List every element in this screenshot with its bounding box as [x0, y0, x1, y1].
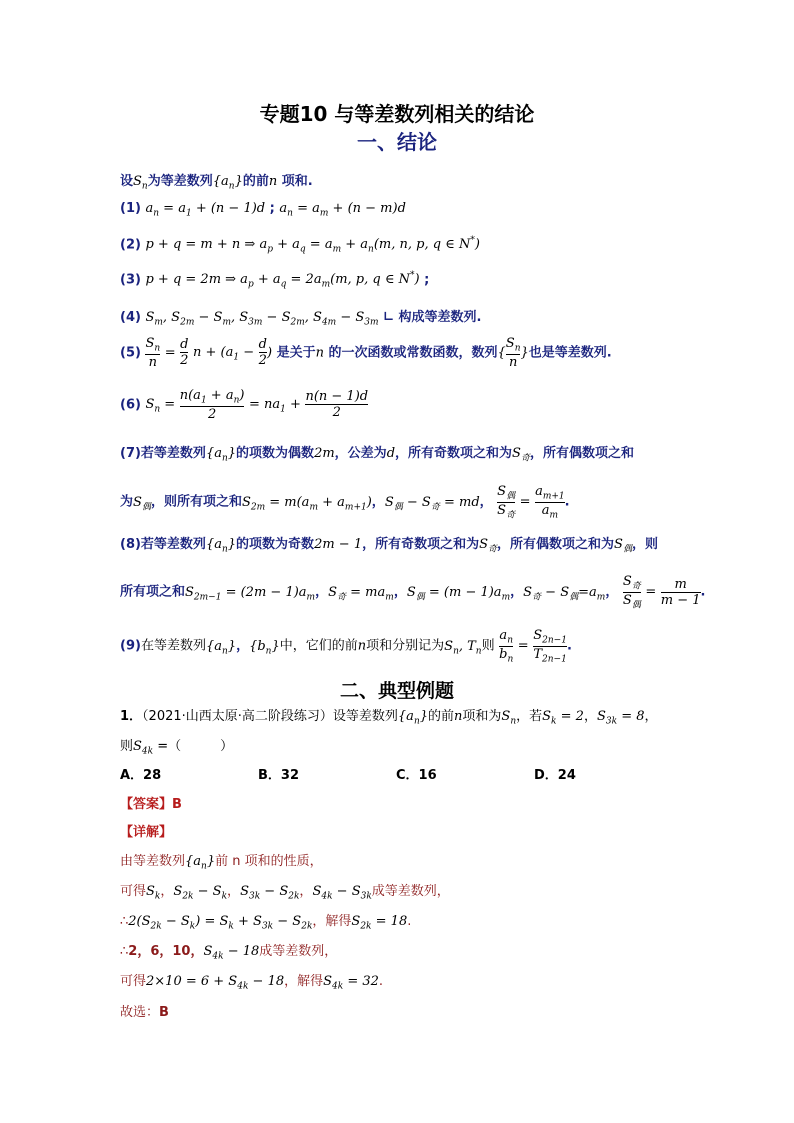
section-heading-examples: 二、典型例题	[339, 680, 454, 702]
intro-text: 设$S_n$为等差数列$\{a_n\}$的前n 项和.	[120, 174, 313, 192]
answer-value: B	[172, 797, 182, 812]
conclusion-4: (4) $S_m$, $S_{2m} - S_m$, $S_{3m} - S_{2m}$, $S_{4m} - S_{3m}$ ∟ 构成等差数列.	[120, 310, 482, 328]
detail-line	[120, 821, 172, 840]
solution-step-3: $\therefore 2(S_{2k} - S_k) = S_k + S_{3k} - S_{2k}$，解得$S_{2k} = 18$.	[120, 914, 412, 932]
solution-step-5: 可得$2\times 10 = 6 + S_{4k} - 18$，解得$S_{4k} = 32$.	[120, 974, 384, 992]
example-question-line2: 则$S_{4k}$ =（ ）	[120, 739, 234, 757]
solution-step-2: 可得$S_k$，$S_{2k} - S_k$，$S_{3k} - S_{2k}$，$S_{4k} - S_{3k}$成等差数列，	[120, 884, 450, 902]
option-b: B．32	[258, 768, 299, 783]
conclusion-6: (6) $S_n$ = $\frac{n(a_1 + a_n)}{2}$ = $na_1$ + $\frac{n(n - 1)d}{2}$	[120, 388, 369, 422]
conclusion-3: (3) p + q = 2m ⇒ $a_p + a_q = 2a_m(m$, p, q ∈ N*) ;	[120, 271, 430, 290]
conclusion-7-line2: 为$S_偶$，则所有项之和$S_{2m} = m(a_m + a_{m+1})$，$S_偶 - S_奇$ = md， $S_偶$ $S_奇$ = $\frac{a_{m+1}}{a_m}$ .	[120, 484, 570, 521]
page-title: 专题10 与等差数列相关的结论	[259, 102, 535, 126]
option-c: C．16	[396, 768, 437, 783]
final-answer-line	[120, 1001, 169, 1020]
conclusion-2: (2) p + q = m + n ⇒ $a_p + a_q = a_m + a_n(m$, n, p, q ∈ N*)	[120, 236, 480, 255]
conclusion-5: (5) $\frac{S_n}{n}$ = $\frac{d}{2}$ $n + (a_1$ − $\frac{d}{2}$ ) 是关于n 的一次函数或常数函数，数列{ $\frac{S_n}{n}$ }也是等差数列.	[120, 336, 612, 370]
answer-label: 【答案】	[120, 797, 173, 812]
section-heading-conclusions: 一、结论	[357, 130, 437, 154]
solution-step-4: ∴2，6，10，$S_{4k} - 18$成等差数列，	[120, 944, 338, 962]
conclusion-8-line2: 所有项之和$S_{2m-1} = (2m - 1)a_m$，$S_奇 = ma_m$，$S_偶 = (m - 1)a_m$，$S_奇 - S_偶=a_m$， $S_奇$ $S_偶$ = $\frac{m}{m - 1}$ .	[120, 574, 706, 611]
option-d: D．24	[534, 768, 576, 783]
conclusion-8-line1: (8)若等差数列$\{a_n\}$的项数为奇数2m − 1，所有奇数项之和为$S_奇$，所有偶数项之和为$S_偶$，则	[120, 537, 658, 555]
conclusion-7-line1: (7)若等差数列$\{a_n\}$的项数为偶数2m，公差为d，所有奇数项之和为$S_奇$，所有偶数项之和	[120, 446, 634, 464]
example-question-line1: 1．（2021·山西太原·高二阶段练习）设等差数列$\{a_n\}$的前n项和为$S_n$，若$S_k = 2$，$S_{3k} = 8$，	[120, 709, 658, 727]
final-value: B	[159, 1005, 169, 1020]
solution-step-1: 由等差数列$\{a_n\}$前 n 项和的性质，	[120, 854, 323, 872]
conclusion-9: (9)在等差数列$\{a_n\}$，$\{b_n\}$中，它们的前n项和分别记为$S_n$, $T_n$则 $\frac{a_n}{b_n}$ = $\frac{S_{2n-1}}{T_{2n-1}}$ .	[120, 628, 572, 665]
conclusion-1: (1) $a_n = a_1 + (n - 1)d$ ; $a_n = a_m + (n - m)d$	[120, 201, 406, 219]
answer-line	[120, 793, 182, 812]
detail-label: 【详解】	[120, 825, 173, 840]
option-a: A．28	[120, 768, 162, 783]
final-label: 故选：	[120, 1005, 160, 1020]
